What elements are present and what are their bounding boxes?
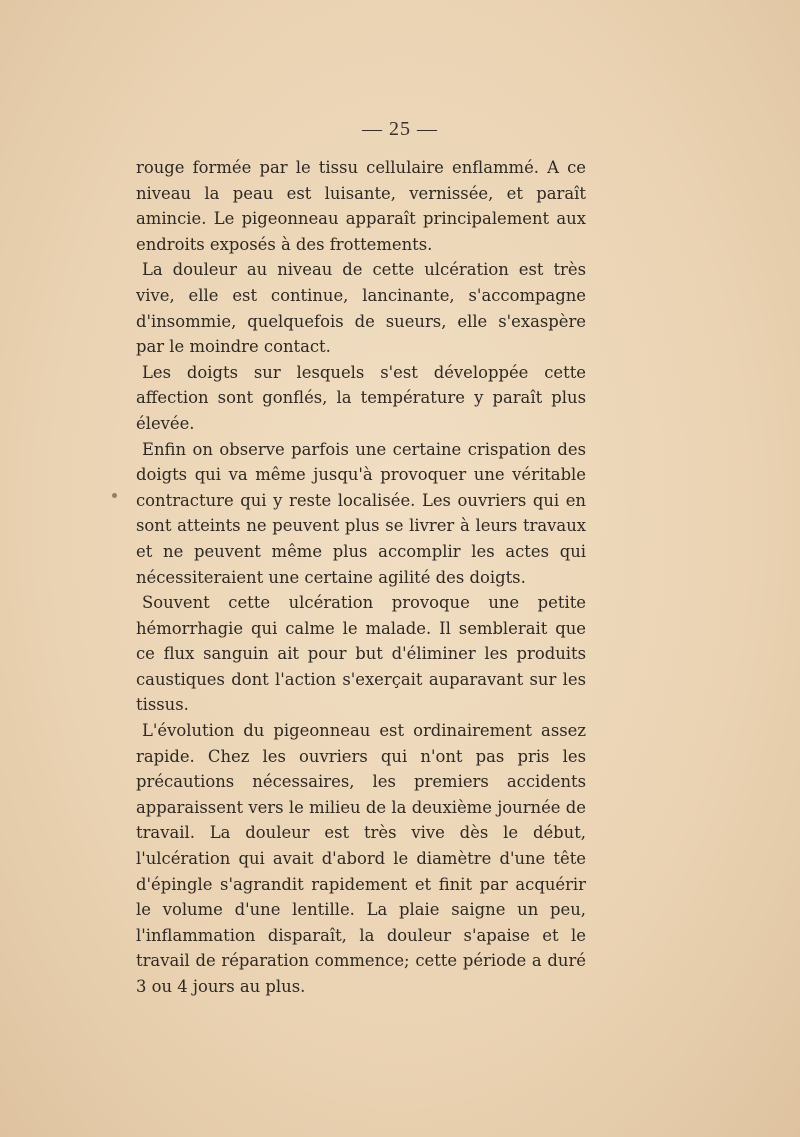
- ink-speck: [112, 493, 117, 498]
- paragraph-1: rouge formée par le tissu cellulaire enflammé. A ce niveau la peau est luisante, vernissée, et paraît amincie. Le pigeonneau apparaît principalement aux endroits exposés à des frottements.: [136, 158, 586, 254]
- paragraph-3: Les doigts sur lesquels s'est développée cette affection sont gonflés, la température y paraît plus élevée.: [136, 362, 586, 433]
- paragraph-4: Enfin on observe parfois une certaine crispation des doigts qui va même jusqu'à provoquer une véritable contracture qui y reste localisée. Les ouvriers qui en sont atteints ne peuvent plus se livrer à leurs travaux et ne peuvent même plus accomplir les actes qui nécessiteraient une certaine agilité des doigts.: [136, 439, 586, 587]
- paragraph-6: L'évolution du pigeonneau est ordinairement assez rapide. Chez les ouvriers qui n'ont pas pris les précautions nécessaires, les premiers accidents apparaissent vers le milieu de la deuxième journée de travail. La douleur est très vive dès le début, l'ulcération qui avait d'abord le diamètre d'une tête d'épingle s'agrandit rapidement et finit par acquérir le volume d'une lentille. La plaie saigne un peu, l'inflammation disparaît, la douleur s'apaise et le travail de réparation commence; cette période a duré 3 ou 4 jours au plus.: [136, 721, 586, 996]
- paragraph-5: Souvent cette ulcération provoque une petite hémorrhagie qui calme le malade. Il semblerait que ce flux sanguin ait pour but d'éliminer les produits caustiques dont l'action s'exerçait auparavant sur les tissus.: [136, 593, 586, 715]
- paragraph-2: La douleur au niveau de cette ulcération est très vive, elle est continue, lancinante, s'accompagne d'insommie, quelquefois de sueurs, elle s'exaspère par le moindre contact.: [136, 260, 586, 357]
- page-number: — 25 —: [362, 118, 438, 140]
- body-text: [136, 155, 586, 1000]
